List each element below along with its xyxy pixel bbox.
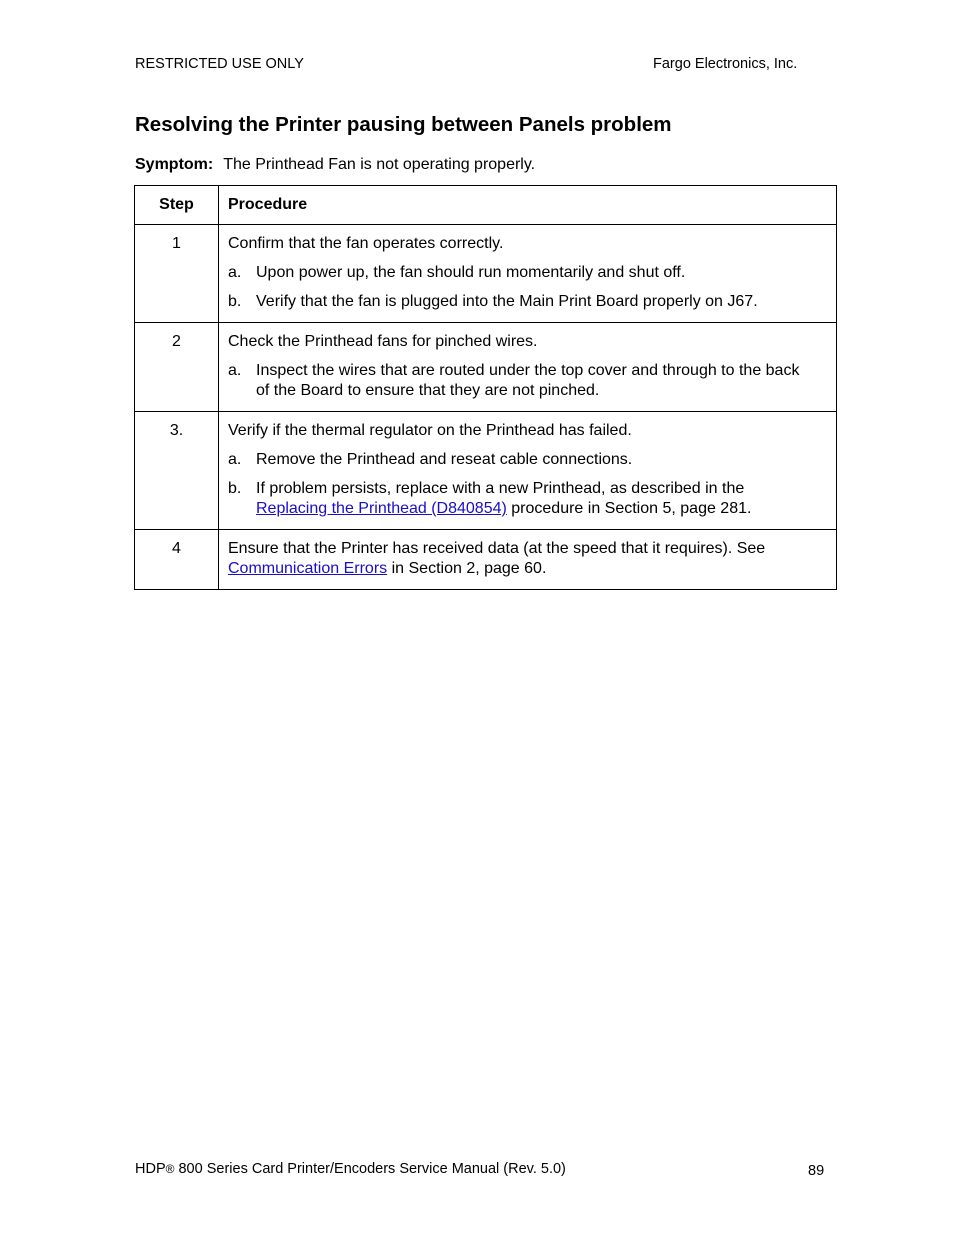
footer-text: 800 Series Card Printer/Encoders Service Manual (Rev. 5.0) <box>174 1161 566 1177</box>
procedure-cell <box>219 225 837 323</box>
step-header: Step <box>135 186 219 225</box>
procedure-substep <box>228 361 806 401</box>
step-number: 2 <box>135 323 219 412</box>
substep-marker: b. <box>228 480 242 497</box>
procedure-lead: Verify if the thermal regulator on the Printhead has failed. <box>228 422 632 439</box>
footer-manual-title <box>135 1161 566 1177</box>
substep-text-after: procedure in Section 5, page 281. <box>506 500 752 517</box>
procedure-cell <box>219 323 837 412</box>
procedure-cell <box>219 412 837 530</box>
table-row <box>135 225 837 323</box>
substep-text: Inspect the wires that are routed under the top cover and through to the back of the Board to ensure that they are not pinched. <box>256 362 800 399</box>
page-number: 89 <box>808 1163 825 1179</box>
substep-text <box>256 479 806 519</box>
substep-text: Verify that the fan is plugged into the Main Print Board properly on J67. <box>256 293 758 310</box>
procedure-lead <box>228 539 806 579</box>
table-row <box>135 530 837 590</box>
communication-errors-link[interactable]: Communication Errors <box>228 560 388 577</box>
symptom-label: Symptom: <box>135 156 214 173</box>
procedure-lead: Confirm that the fan operates correctly. <box>228 235 504 252</box>
step-number: 1 <box>135 225 219 323</box>
replacing-printhead-link[interactable]: Replacing the Printhead (D840854) <box>256 500 507 517</box>
step-number: 3. <box>135 412 219 530</box>
table-row <box>135 412 837 530</box>
table-row <box>135 323 837 412</box>
lead-text-after: in Section 2, page 60. <box>387 560 547 577</box>
page-title: Resolving the Printer pausing between Panels problem <box>135 113 672 136</box>
header-restricted: RESTRICTED USE ONLY <box>135 56 304 72</box>
substep-text: Remove the Printhead and reseat cable connections. <box>256 451 633 468</box>
lead-text-before: Ensure that the Printer has received data (at the speed that it requires). See <box>228 540 766 557</box>
substep-marker: a. <box>228 451 242 468</box>
procedure-substep <box>228 450 806 470</box>
procedure-table <box>134 185 837 590</box>
substep-text: Upon power up, the fan should run momentarily and shut off. <box>256 264 686 281</box>
footer-brand: HDP <box>135 1161 166 1177</box>
symptom-text: The Printhead Fan is not operating properly. <box>223 156 536 173</box>
table-header-row <box>135 186 837 225</box>
procedure-cell <box>219 530 837 590</box>
procedure-substep <box>228 292 806 312</box>
step-number: 4 <box>135 530 219 590</box>
procedure-substep <box>228 263 806 283</box>
substep-marker: b. <box>228 293 242 310</box>
symptom-line <box>135 156 535 174</box>
registered-mark: ® <box>165 1162 175 1176</box>
procedure-substep <box>228 479 806 519</box>
procedure-lead: Check the Printhead fans for pinched wires. <box>228 333 538 350</box>
substep-text-before: If problem persists, replace with a new Printhead, as described in the <box>256 480 745 497</box>
procedure-header: Procedure <box>219 186 837 225</box>
header-company: Fargo Electronics, Inc. <box>653 56 798 72</box>
substep-marker: a. <box>228 264 242 281</box>
substep-marker: a. <box>228 362 242 379</box>
